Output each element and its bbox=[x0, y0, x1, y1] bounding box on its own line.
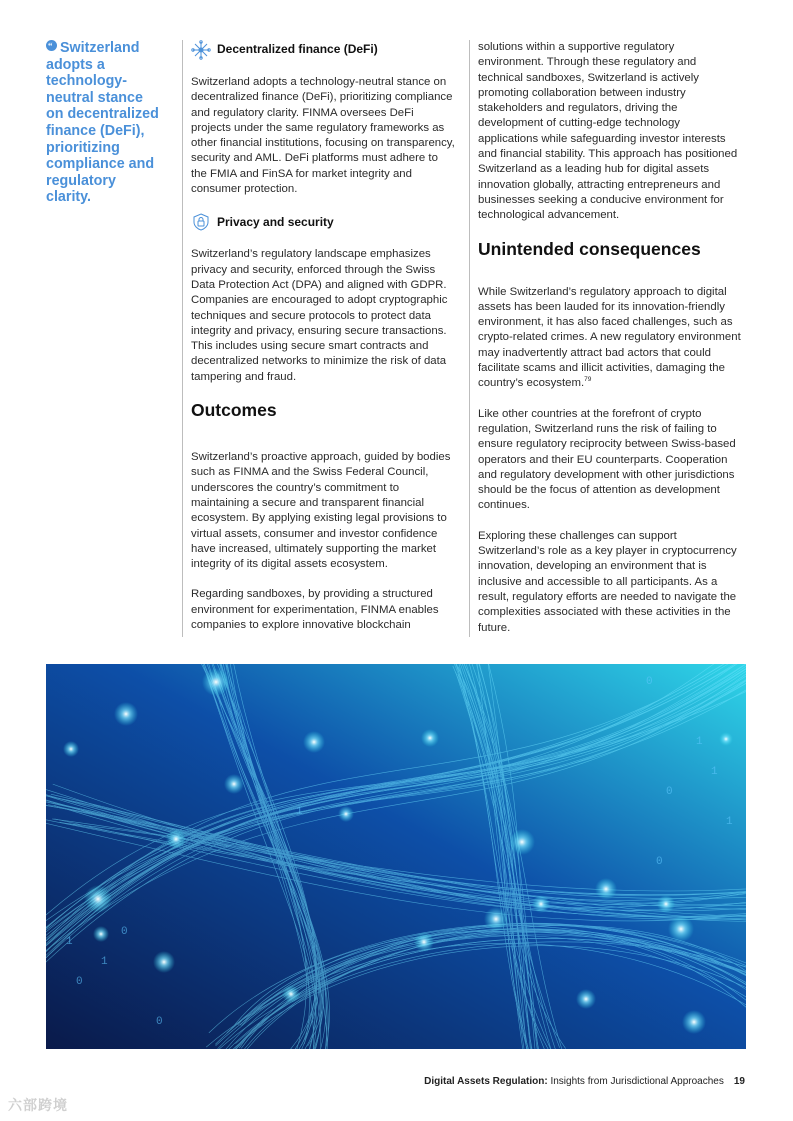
sandbox-continuation: solutions within a supportive regulatory environment. Through these regulatory and technical sandboxes, Switzerland is actively promoting collaboration between industry stakeholders and regulators, driving the development of cutting-edge technology applications while safeguarding investor interests and financial stability. This approach has positioned Switzerland as a leading hub for digital assets innovation globally, attracting entrepreneurs and businesses seeking a conducive environment for technological advancement. bbox=[478, 41, 738, 222]
svg-text:0: 0 bbox=[656, 856, 663, 868]
footer-title-rest: Insights from Jurisdictional Approaches bbox=[547, 1076, 724, 1087]
svg-text:0: 0 bbox=[156, 1016, 163, 1028]
footer-title-bold: Digital Assets Regulation: bbox=[424, 1076, 548, 1087]
page-footer bbox=[424, 1076, 745, 1087]
column-left bbox=[182, 40, 455, 637]
svg-text:1: 1 bbox=[101, 956, 108, 968]
privacy-body: Switzerland’s regulatory landscape emphasizes privacy and security, enforced through the Swiss Data Protection Act (DPA) and aligned with GDPR. Companies are encouraged to adopt cryptographic techniques and secure protocols to protect data integrity and privacy, ensuring secure transactions. This includes using secure smart contracts and decentralized networks to minimize the risk of data tampering and fraud. bbox=[191, 248, 448, 383]
svg-text:0: 0 bbox=[666, 786, 673, 798]
svg-text:1: 1 bbox=[711, 766, 718, 778]
unintended-heading: Unintended consequences bbox=[478, 238, 701, 259]
outcomes-paragraph-1: Switzerland’s proactive approach, guided by bodies such as FINMA and the Swiss Federal Council, underscores the country’s commitment to maintaining a secure and transparent financial ecosystem. By applying existing legal provisions to virtual assets, consumer and investor confidence have increased, ultimately supporting the market integrity of its digital assets ecosystem. bbox=[191, 451, 451, 571]
unintended-paragraph-3: Exploring these challenges can support Switzerland’s role as a key player in cryptocurrency innovation, developing an environment that is inclusive and accessible to all participants. As a result, regulatory efforts are needed to navigate the complexities associated with these activities in the future. bbox=[478, 529, 737, 634]
pull-quote-text: Switzerland adopts a technology-neutral stance on decentralized finance (DeFi), prioritizing compliance and regulatory clarity. bbox=[46, 40, 159, 206]
privacy-subheading bbox=[191, 212, 455, 232]
svg-text:0: 0 bbox=[121, 926, 128, 938]
svg-text:1: 1 bbox=[296, 806, 303, 818]
watermark: 六部跨境 bbox=[8, 1097, 68, 1113]
digital-network-photo bbox=[46, 664, 746, 1049]
pull-quote bbox=[46, 40, 164, 206]
defi-heading: Decentralized finance (DeFi) bbox=[217, 42, 378, 57]
privacy-heading: Privacy and security bbox=[217, 214, 334, 229]
svg-text:0: 0 bbox=[646, 676, 653, 688]
defi-body: Switzerland adopts a technology-neutral stance on decentralized finance (DeFi), prioritizing compliance and regulatory clarity. FINMA oversees DeFi projects under the same regulatory frameworks as other financial institutions, focusing on transparency, security and AML. DeFi platforms must adhere to the FMIA and FinSA for market integrity and consumer protection. bbox=[191, 76, 455, 196]
column-right bbox=[469, 40, 742, 637]
unintended-paragraph-2: Like other countries at the forefront of crypto regulation, Switzerland runs the risk of failing to ensure regulatory reciprocity between Swiss-based operators and their EU counterparts. Cooperation and regulatory development with other jurisdictions should be the focus of attention as development continues. bbox=[478, 407, 736, 512]
network-icon bbox=[191, 40, 211, 60]
defi-subheading bbox=[191, 40, 455, 60]
lock-shield-icon bbox=[191, 212, 211, 232]
outcomes-heading: Outcomes bbox=[191, 400, 277, 421]
svg-text:1: 1 bbox=[66, 936, 73, 948]
svg-text:“: “ bbox=[48, 41, 53, 51]
outcomes-paragraph-2: Regarding sandboxes, by providing a structured environment for experimentation, FINMA enables companies to explore innovative blockchain bbox=[191, 588, 439, 632]
footnote-ref: 79 bbox=[584, 376, 592, 384]
page-number: 19 bbox=[733, 1076, 745, 1087]
svg-text:1: 1 bbox=[726, 816, 733, 828]
svg-text:0: 0 bbox=[76, 976, 83, 988]
svg-text:1: 1 bbox=[696, 736, 703, 748]
quote-icon bbox=[46, 40, 57, 51]
unintended-paragraph-1: While Switzerland’s regulatory approach to digital assets has been lauded for its innovation-friendly environment, it has also faced challenges, such as crypto-related crimes. A new regulatory environment may inadvertently attract bad actors that could facilitate scams and illicit activities, damaging the country’s ecosystem.$^{79}$ bbox=[478, 285, 741, 390]
